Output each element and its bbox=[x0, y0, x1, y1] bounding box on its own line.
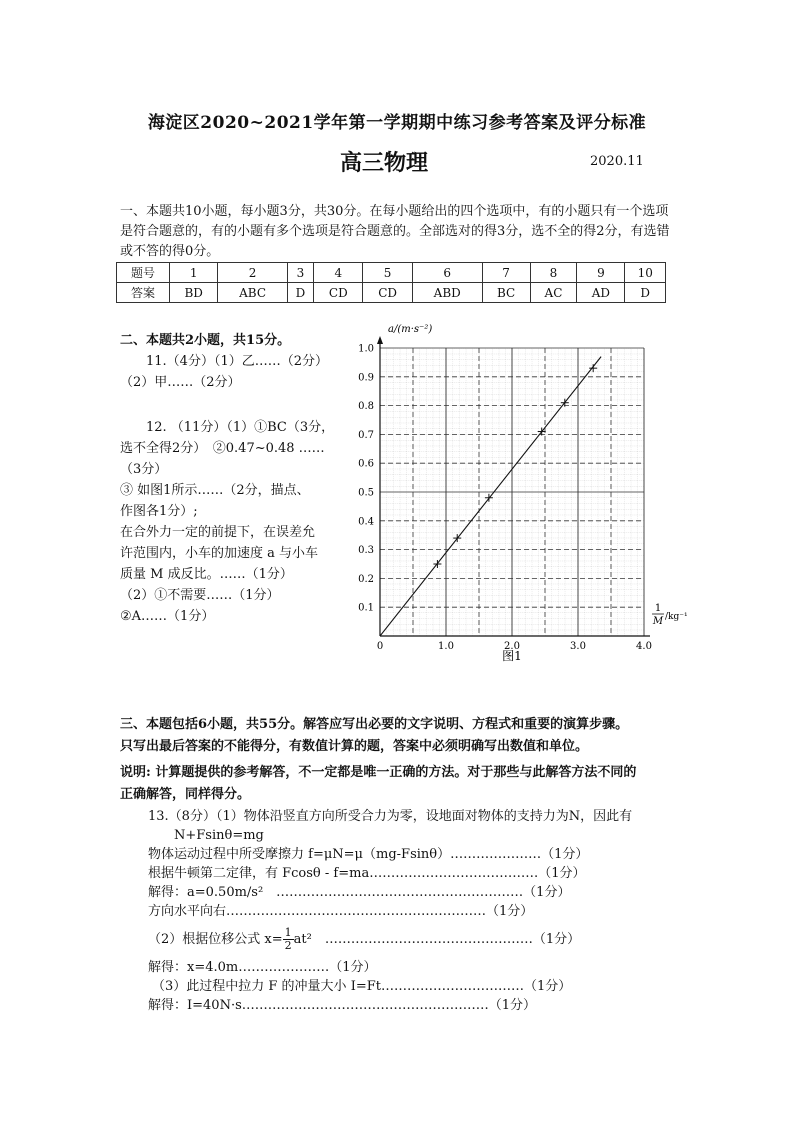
table-row bbox=[117, 263, 666, 283]
x-tick-label: 4.0 bbox=[636, 641, 652, 652]
section1-intro: 一、本题共10小题，每小题3分，共30分。在每小题给出的四个选项中，有的小题只有一个选项是符合题意的，有的小题有多个选项是符合题意的。全部选对的得3分，选不全的得2分，有选错或不答的得0分。 bbox=[120, 204, 670, 259]
table-cell: 2 bbox=[218, 263, 287, 283]
y-tick-label: 0.2 bbox=[358, 573, 374, 585]
q13-line8: 解得：x=4.0m…………………（1分） bbox=[148, 960, 377, 975]
q12-line7: 许范围内，小车的加速度 a 与小车 bbox=[120, 546, 319, 561]
q11-line1: 11.（4分）（1）乙……（2分） bbox=[146, 354, 328, 369]
y-tick-label: 0.1 bbox=[358, 602, 374, 614]
q13-line7-post: at² …………………………………………（1分） bbox=[293, 932, 581, 947]
row-label-number: 题号 bbox=[117, 263, 170, 283]
table-cell: 4 bbox=[314, 263, 363, 283]
table-cell: AC bbox=[530, 283, 577, 303]
q12-line3: （3分） bbox=[120, 462, 168, 477]
table-cell: 5 bbox=[363, 263, 412, 283]
y-tick-label: 0.5 bbox=[358, 487, 374, 499]
table-cell: ABC bbox=[218, 283, 287, 303]
q12-line6: 在合外力一定的前提下，在误差允 bbox=[120, 525, 316, 540]
table-cell: BC bbox=[482, 283, 530, 303]
fraction-denominator: 2 bbox=[284, 939, 292, 952]
q13-line4: 根据牛顿第二定律，有 Fcosθ - f=ma…………………………………（1分） bbox=[148, 866, 586, 881]
q13-line1: 13.（8分）（1）物体沿竖直方向所受合力为零，设地面对物体的支持力为N，因此有 bbox=[148, 809, 633, 824]
y-tick-label: 0.7 bbox=[358, 429, 374, 441]
answer-table bbox=[116, 262, 666, 303]
table-cell: D bbox=[625, 283, 666, 303]
question-13 bbox=[148, 807, 648, 1015]
section2 bbox=[120, 330, 345, 627]
section3-note-2: 正确解答，同样得分。 bbox=[120, 787, 251, 802]
y-tick-label: 0.4 bbox=[358, 516, 374, 528]
section3-intro-1: 三、本题包括6小题，共55分。解答应写出必要的文字说明、方程式和重要的演算步骤。 bbox=[120, 717, 629, 732]
x-tick-label: 1.0 bbox=[438, 641, 454, 652]
table-cell: 10 bbox=[625, 263, 666, 283]
q13-line2: N+Fsinθ=mg bbox=[174, 828, 264, 843]
y-tick-label: 0.9 bbox=[358, 372, 374, 384]
y-tick-label: 0.3 bbox=[358, 545, 374, 557]
table-cell: 1 bbox=[170, 263, 218, 283]
table-cell: CD bbox=[314, 283, 363, 303]
q11-line2: （2）甲……（2分） bbox=[120, 375, 241, 390]
table-cell: 9 bbox=[577, 263, 625, 283]
page-title: 海淀区2020~2021学年第一学期期中练习参考答案及评分标准 bbox=[147, 113, 647, 133]
date: 2020.11 bbox=[590, 154, 644, 169]
fraction-numerator: 1 bbox=[284, 926, 292, 939]
q13-line5: 解得：a=0.50m/s² …………………………………………………（1分） bbox=[148, 885, 571, 900]
section3 bbox=[120, 714, 680, 806]
table-cell: BD bbox=[170, 283, 218, 303]
table-cell: 3 bbox=[287, 263, 313, 283]
figure-1-chart bbox=[340, 318, 700, 668]
x-axis-label-den: M bbox=[652, 616, 664, 627]
x-tick-label: 3.0 bbox=[570, 641, 586, 652]
y-axis-label: a/(m·s⁻²) bbox=[388, 324, 433, 335]
table-cell: ABD bbox=[412, 283, 482, 303]
row-label-answer: 答案 bbox=[117, 283, 170, 303]
q13-line7 bbox=[148, 927, 648, 952]
table-cell: D bbox=[287, 283, 313, 303]
q12-line10: ②A……（1分） bbox=[120, 609, 215, 624]
table-cell: 7 bbox=[482, 263, 530, 283]
x-axis-label-num: 1 bbox=[654, 603, 662, 614]
section3-note-1: 说明: 计算题提供的参考解答，不一定都是唯一正确的方法。对于那些与此解答方法不同的 bbox=[120, 765, 637, 780]
q12-line5: 作图各1分）; bbox=[120, 504, 198, 519]
q12-line4: ③ 如图1所示……（2分，描点、 bbox=[120, 483, 310, 498]
fraction-half bbox=[283, 927, 294, 952]
subject-title: 高三物理 bbox=[340, 150, 429, 176]
q13-line3: 物体运动过程中所受摩擦力 f=μN=μ（mg-Fsinθ）…………………（1分） bbox=[148, 847, 589, 862]
q13-line6: 方向水平向右……………………………………………………（1分） bbox=[148, 904, 534, 919]
q13-line9: （3）此过程中拉力 F 的冲量大小 I=Ft……………………………（1分） bbox=[152, 979, 572, 994]
q13-line7-pre: （2）根据位移公式 x= bbox=[148, 932, 283, 947]
x-tick-label: 0 bbox=[376, 641, 384, 652]
y-tick-label: 0.8 bbox=[358, 401, 374, 413]
x-tick-label: 2.0 bbox=[504, 641, 520, 652]
q13-line10: 解得：I=40N·s…………………………………………………（1分） bbox=[148, 998, 537, 1013]
x-axis-label-unit: /kg⁻¹ bbox=[665, 612, 688, 622]
figure-caption: 图1 bbox=[502, 649, 522, 663]
section2-intro: 二、本题共2小题，共15分。 bbox=[120, 333, 291, 348]
y-tick-label: 1.0 bbox=[358, 343, 374, 355]
table-cell: 8 bbox=[530, 263, 577, 283]
q12-line2: 选不全得2分） ②0.47~0.48 …… bbox=[120, 441, 325, 456]
section3-intro-2: 只写出最后答案的不能得分，有数值计算的题，答案中必须明确写出数值和单位。 bbox=[120, 739, 589, 754]
y-tick-label: 0.6 bbox=[358, 458, 374, 470]
table-cell: AD bbox=[577, 283, 625, 303]
table-cell: CD bbox=[363, 283, 412, 303]
table-row bbox=[117, 283, 666, 303]
table-cell: 6 bbox=[412, 263, 482, 283]
q12-line1: 12. （11分）（1）①BC（3分， bbox=[146, 420, 335, 435]
q12-line9: （2）①不需要……（1分） bbox=[120, 588, 280, 603]
y-axis-arrow bbox=[377, 336, 383, 344]
q12-line8: 质量 M 成反比。……（1分） bbox=[120, 567, 293, 582]
